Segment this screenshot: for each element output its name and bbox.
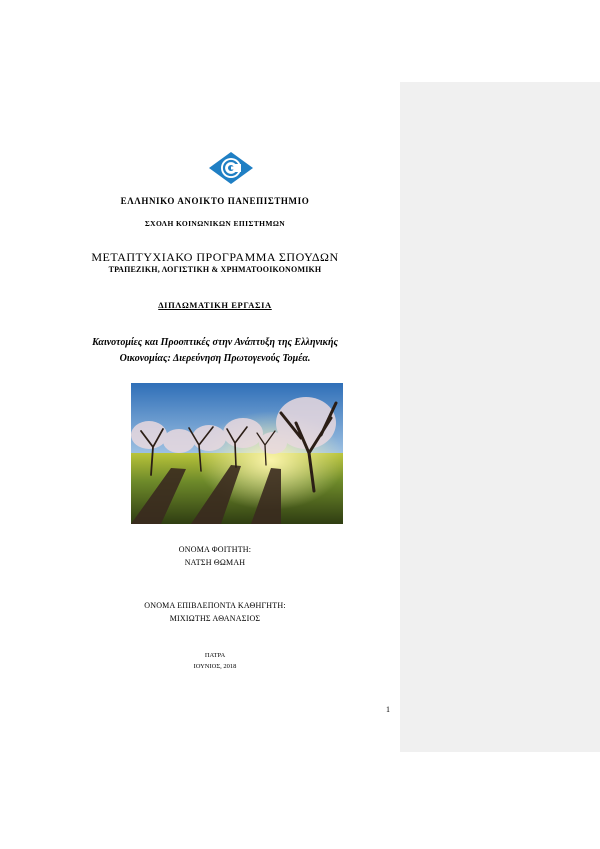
thesis-title	[60, 335, 370, 367]
university-logo-icon	[207, 150, 255, 186]
student-name: ΝΑΤΣΗ ΘΩΜΑΗ	[184, 558, 246, 567]
school-name: ΣΧΟΛΗ ΚΟΙΝΩΝΙΚΩΝ ΕΠΙΣΤΗΜΩΝ	[144, 219, 286, 228]
supervisor-label: ΟΝΟΜΑ ΕΠΙΒΛΕΠΟΝΤΑ ΚΑΘΗΓΗΤΗ:	[144, 601, 286, 610]
student-label: ΟΝΟΜΑ ΦΟΙΤΗΤΗ:	[178, 545, 252, 554]
thesis-title-line-2: Οικονομίας: Διερεύνηση Πρωτογενούς Τομέα.	[119, 353, 311, 364]
thesis-label: ΔΙΠΛΩΜΑΤΙΚΗ ΕΡΓΑΣΙΑ	[158, 300, 272, 310]
comment-margin-pane	[400, 82, 600, 752]
program-name: ΜΕΤΑΠΤΥΧΙΑΚΟ ΠΡΟΓΡΑΜΜΑ ΣΠΟΥΔΩΝ	[91, 250, 339, 264]
city: ΠΑΤΡΑ	[204, 652, 226, 659]
supervisor-name: ΜΙΧΙΩΤΗΣ ΑΘΑΝΑΣΙΟΣ	[169, 614, 261, 623]
page-number: 1	[386, 705, 390, 714]
university-name: ΕΛΛΗΝΙΚΟ ΑΝΟΙΚΤΟ ΠΑΝΕΠΙΣΤΗΜΙΟ	[120, 196, 310, 206]
thesis-title-line-1: Καινοτομίες και Προοπτικές στην Ανάπτυξη της Ελληνικής	[92, 337, 338, 348]
specialization-name: ΤΡΑΠΕΖΙΚΗ, ΛΟΓΙΣΤΙΚΗ & ΧΡΗΜΑΤΟΟΙΚΟΝΟΜΙΚΗ	[108, 265, 322, 274]
orchard-photo	[131, 383, 343, 524]
date: ΙΟΥΝΙΟΣ, 2018	[193, 663, 237, 670]
